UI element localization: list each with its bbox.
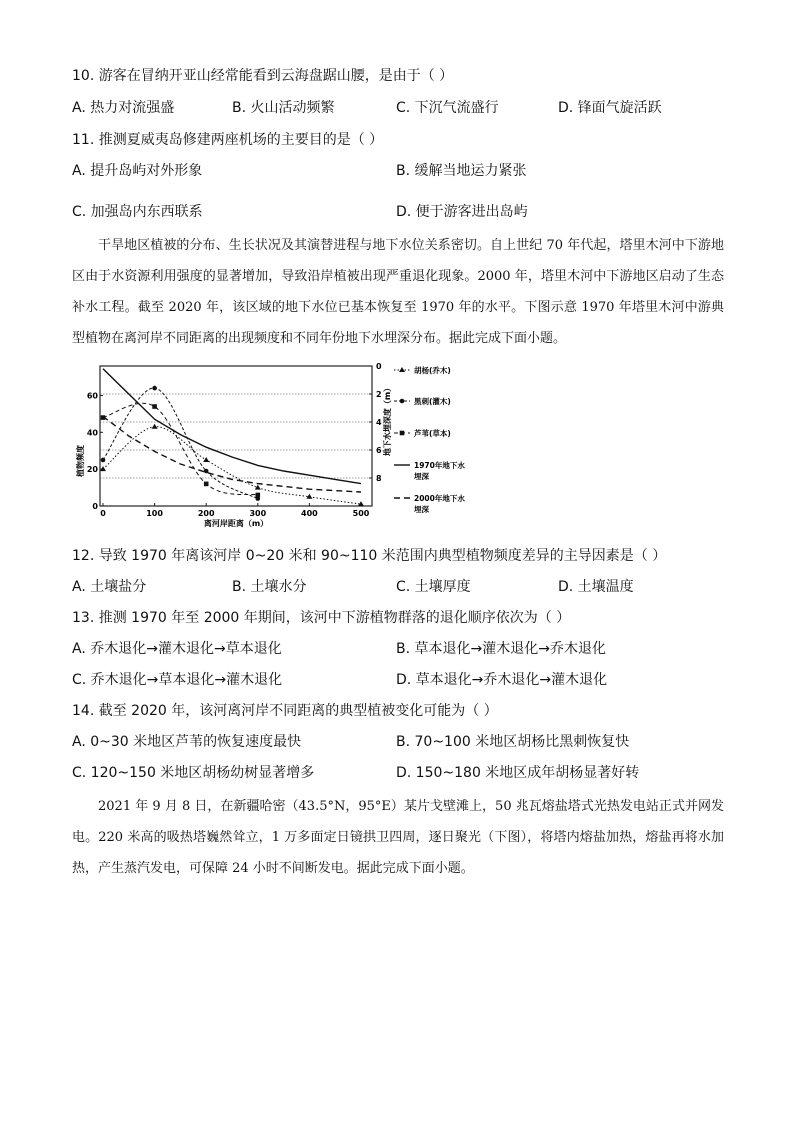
series-line (103, 403, 258, 495)
material-paragraph-1: 干旱地区植被的分布、生长状况及其演替进程与地下水位关系密切。自上世纪 70 年代起，塔里木河中下游地区由于水资源利用强度的显著增加，导致沿岸植被出现严重退化现象。2000 年，塔里木河中下游地区启动了生态补水工程。截至 2020 年，该区域的地下水位已基本恢复至 1970 年的水平。下图示意 1970 年塔里木河中游典型植物在离河岸不同距离的出现频度和不同年份地下水埋深分布。据此完成下面小题。 (72, 238, 724, 346)
q14-option-d: D. 150~180 米地区成年胡杨显著好转 (396, 765, 640, 781)
legend-label: 2000年地下水 (414, 494, 465, 503)
q13-option-b: B. 草本退化→灌木退化→乔木退化 (396, 641, 606, 657)
series-line (103, 369, 361, 484)
square-marker (400, 431, 405, 436)
y2-tick-label: 0 (376, 362, 382, 371)
q10-option-a: A. 热力对流强盛 (72, 100, 175, 116)
x-axis-label: 离河岸距离（m） (203, 519, 269, 528)
material-paragraph-2: 2021 年 9 月 8 日，在新疆哈密（43.5°N，95°E）某片戈壁滩上，50 兆瓦熔盐塔式光热发电站正式并网发电。220 米高的吸热塔巍然耸立，1 万多面定日镜拱卫四周，逐日聚光（下图），将塔内熔盐加热，熔盐再将水加热，产生蒸汽发电，可保障 24 小时不间断发电。据此完成下面小题。 (72, 799, 724, 876)
q11-option-b: B. 缓解当地运力紧张 (396, 163, 527, 179)
y-tick-label: 20 (86, 465, 98, 475)
q10-option-d: D. 锋面气旋活跃 (558, 100, 662, 116)
legend-label: 芦苇(草本) (414, 429, 451, 438)
circle-marker (204, 469, 209, 474)
q14-option-c: C. 120~150 米地区胡杨幼树显著增多 (72, 765, 315, 781)
y2-tick-label: 2 (376, 390, 382, 399)
q12-stem: 12. 导致 1970 年离该河岸 0~20 米和 90~110 米范围内典型植物频度差异的主导因素是（ ） (72, 548, 667, 564)
chart-series (100, 369, 364, 506)
x-tick-label: 400 (301, 509, 318, 518)
x-tick-label: 0 (100, 509, 106, 518)
circle-marker (400, 399, 405, 404)
y-tick-label: 0 (92, 502, 98, 511)
triangle-marker (203, 457, 209, 462)
q12-option-c: C. 土壤厚度 (396, 579, 471, 595)
q13-option-c: C. 乔木退化→草本退化→灌木退化 (72, 672, 283, 688)
legend-label: 黑刺(灌木) (414, 397, 451, 406)
legend-label: 胡杨(乔木) (414, 366, 451, 375)
q10-option-b: B. 火山活动频繁 (232, 100, 335, 116)
vegetation-groundwater-chart (76, 358, 506, 530)
chart-frame (100, 366, 372, 506)
q10-option-c: C. 下沉气流盛行 (396, 100, 499, 116)
x-tick-label: 500 (352, 509, 370, 518)
square-marker (152, 404, 157, 409)
y-tick-label: 60 (86, 391, 98, 401)
triangle-marker (399, 367, 405, 372)
series-line (103, 416, 361, 492)
legend-label: 埋深 (414, 505, 429, 514)
q13-stem: 13. 推测 1970 年至 2000 年期间，该河中下游植物群落的退化顺序依次为（ ） (72, 610, 571, 626)
chart-legend (394, 365, 465, 514)
y2-tick-label: 6 (376, 446, 382, 455)
x-tick-label: 300 (249, 509, 267, 518)
q11-option-a: A. 提升岛屿对外形象 (72, 163, 203, 179)
q11-option-c: C. 加强岛内东西联系 (72, 204, 203, 220)
x-tick-label: 100 (146, 509, 163, 518)
q12-option-d: D. 土壤温度 (558, 579, 634, 595)
q13-option-d: D. 草本退化→乔木退化→灌木退化 (396, 672, 608, 688)
q14-option-b: B. 70~100 米地区胡杨比黑刺恢复快 (396, 734, 630, 750)
q12-option-b: B. 土壤水分 (232, 579, 307, 595)
q14-option-a: A. 0~30 米地区芦苇的恢复速度最快 (72, 734, 302, 750)
y2-axis-label: 地下水埋深度（m） (383, 383, 392, 457)
legend-label: 埋深 (414, 472, 429, 481)
series-line (103, 427, 361, 504)
q12-option-a: A. 土壤盐分 (72, 579, 147, 595)
triangle-marker (152, 424, 158, 429)
legend-label: 1970年地下水 (414, 461, 465, 470)
square-marker (204, 482, 209, 487)
circle-marker (152, 386, 157, 391)
y2-tick-label: 4 (376, 418, 382, 427)
q11-option-d: D. 便于游客进出岛屿 (396, 204, 528, 220)
q14-stem: 14. 截至 2020 年，该河离河岸不同距离的典型植被变化可能为（ ） (72, 703, 498, 719)
y-axis-label: 植物频度 (76, 445, 85, 477)
q11-stem: 11. 推测夏威夷岛修建两座机场的主要目的是（ ） (72, 132, 384, 148)
square-marker (256, 493, 261, 498)
x-tick-label: 200 (197, 509, 215, 518)
plot-area-border (100, 366, 372, 506)
chart-axes (87, 362, 382, 518)
q10-stem: 10. 游客在冒纳开亚山经常能看到云海盘踞山腰，是由于（ ） (72, 68, 454, 84)
y-tick-label: 40 (86, 428, 98, 438)
q13-option-a: A. 乔木退化→灌木退化→草本退化 (72, 641, 282, 657)
circle-marker (101, 458, 106, 463)
y2-tick-label: 8 (376, 474, 382, 483)
